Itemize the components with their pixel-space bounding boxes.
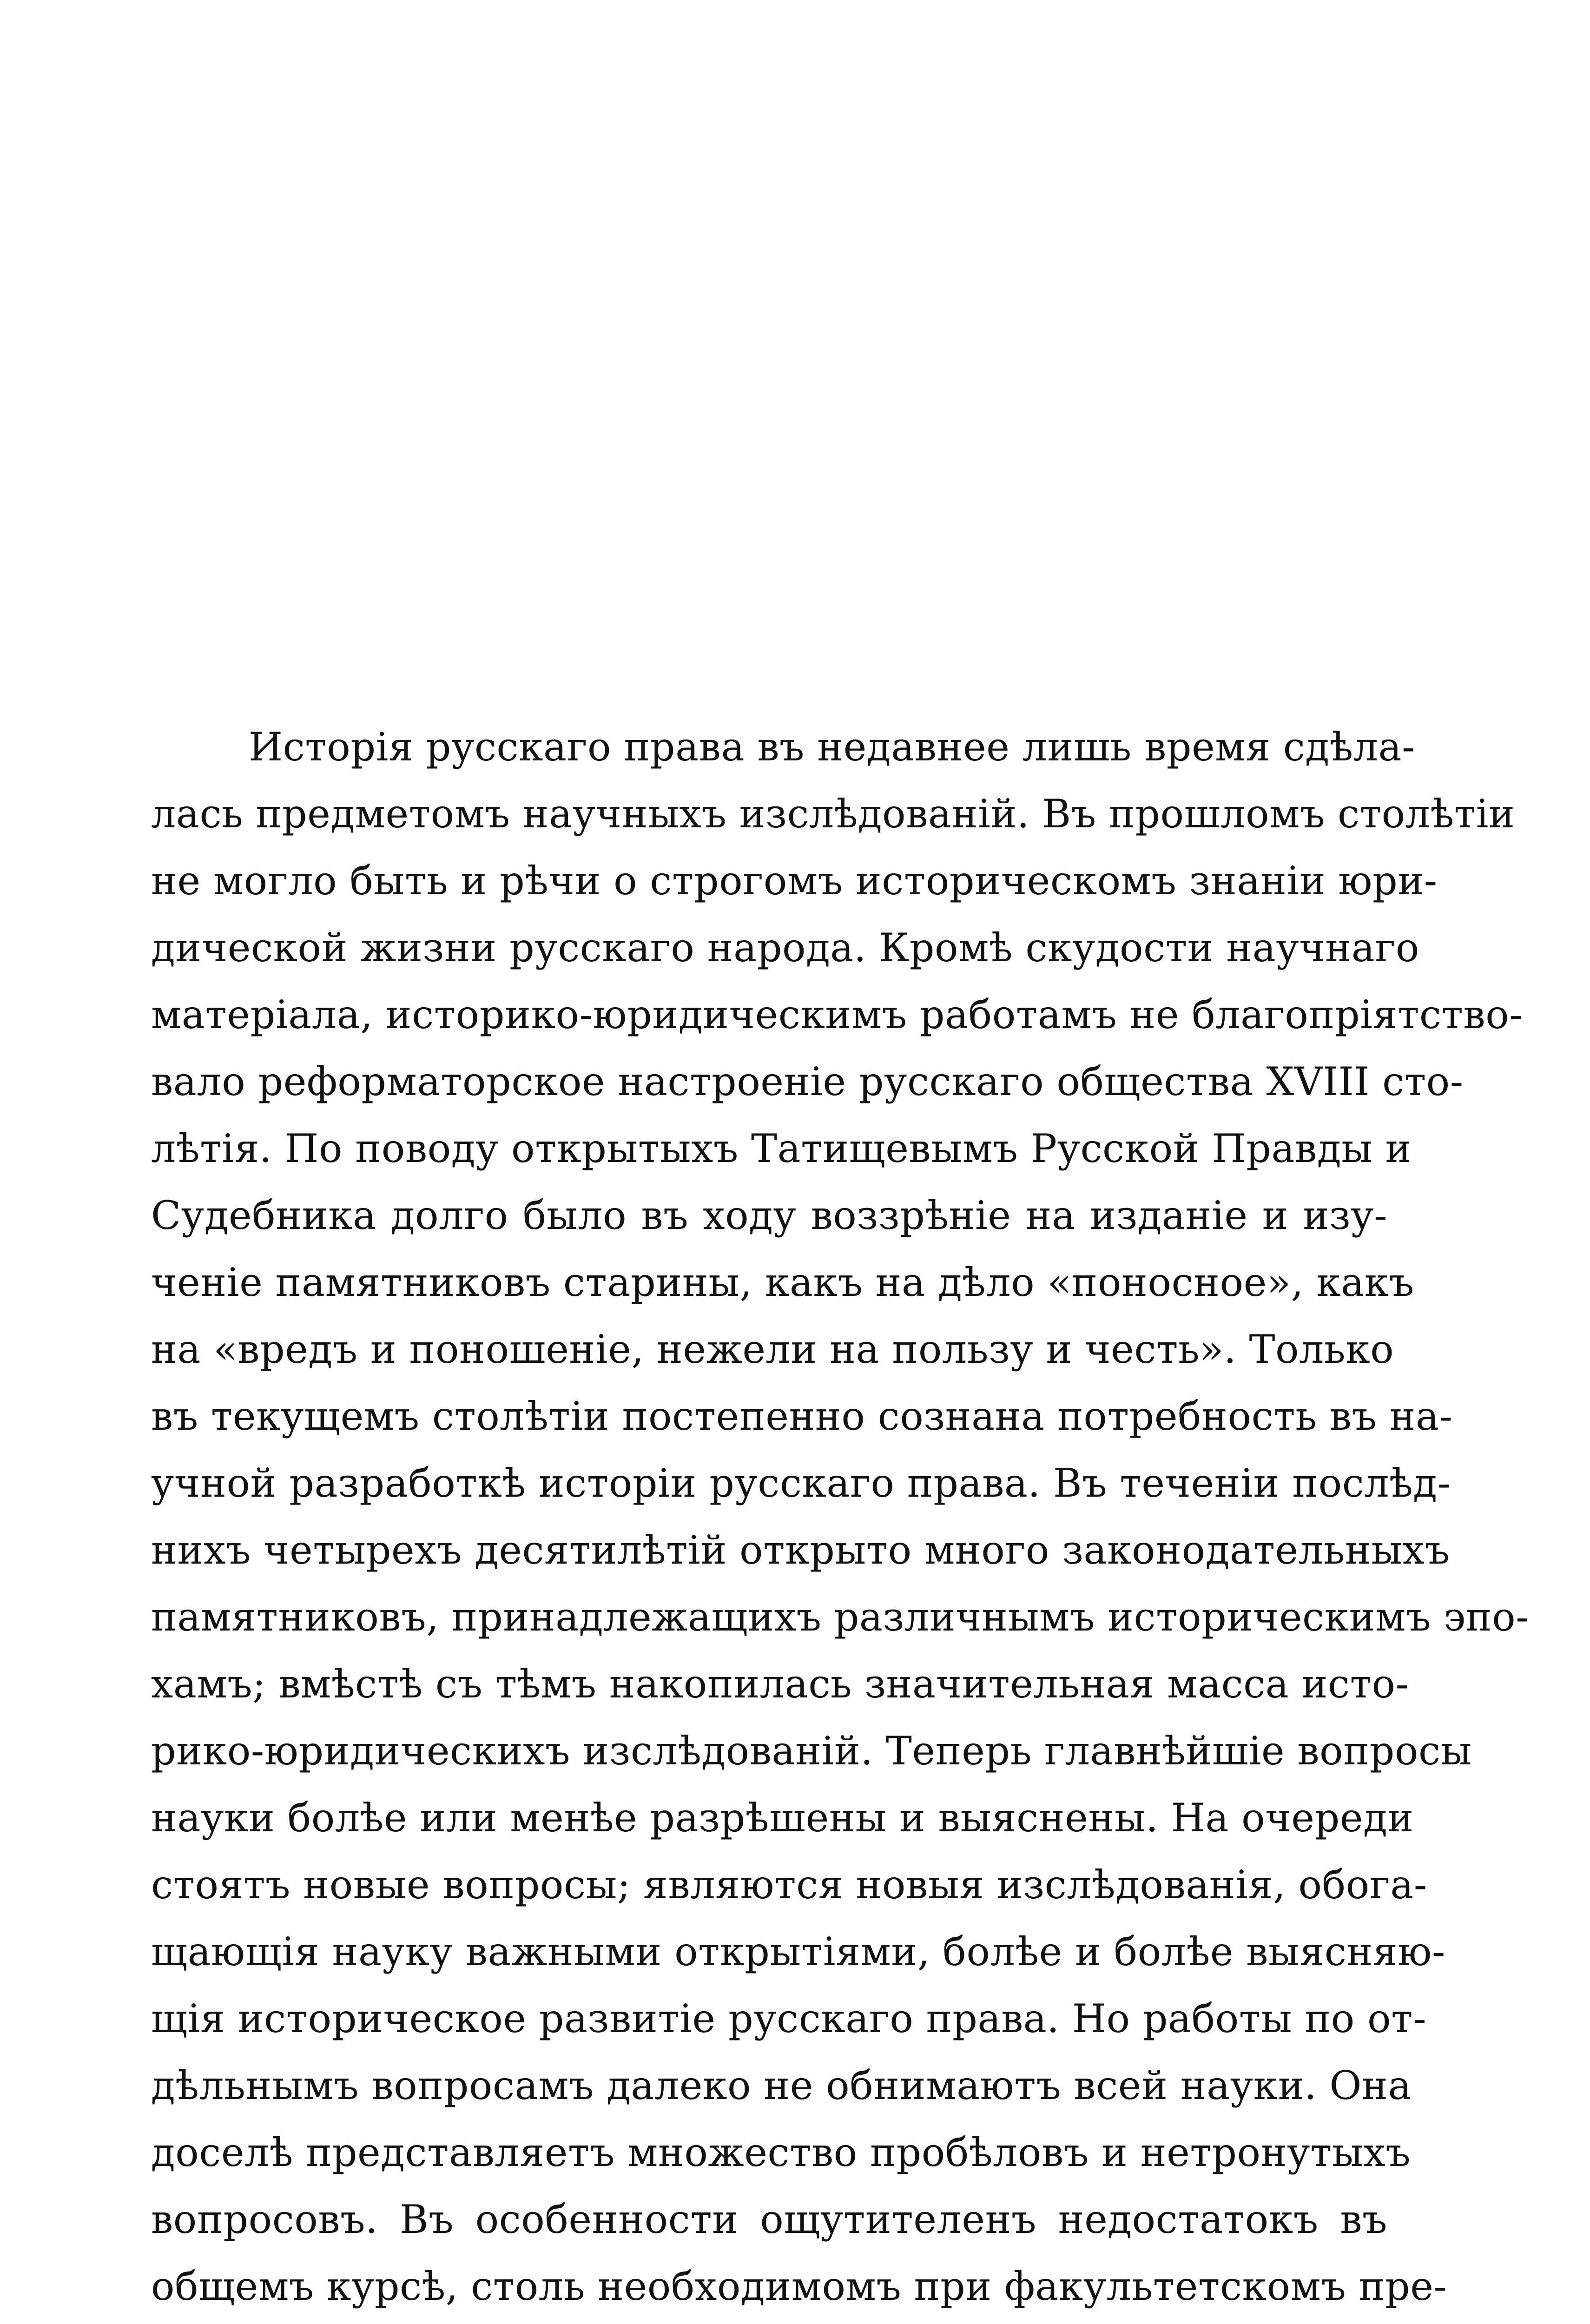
text-line: памятниковъ, принадлежащихъ различнымъ историческимъ эпо- <box>151 1594 1530 1640</box>
body-paragraph <box>151 713 1530 2324</box>
text-line: Исторія русскаго права въ недавнее лишь время сдѣла- <box>249 724 1415 770</box>
text-line: матеріала, историко-юридическимъ работамъ не благопріятство- <box>151 992 1523 1037</box>
text-line: въ текущемъ столѣтіи постепенно сознана потребность въ на- <box>151 1393 1453 1439</box>
text-line: на «вредъ и поношеніе, нежели на пользу и честь». Только <box>151 1327 1394 1372</box>
text-line: науки болѣе или менѣе разрѣшены и выяснены. На очереди <box>151 1795 1414 1841</box>
text-line: вало реформаторское настроеніе русскаго общества XVIII сто- <box>151 1059 1464 1104</box>
text-line: лась предметомъ научныхъ изслѣдованій. Въ прошломъ столѣтіи <box>151 791 1515 837</box>
text-line <box>151 2320 1387 2324</box>
text-line: дической жизни русскаго народа. Кромѣ скудости научнаго <box>151 925 1419 971</box>
text-line: дѣльнымъ вопросамъ далеко не обнимаютъ всей науки. Она <box>151 2063 1412 2108</box>
text-line: нихъ четырехъ десятилѣтій открыто много законодательныхъ <box>151 1527 1450 1573</box>
text-line: рико-юридическихъ изслѣдованій. Теперь главнѣйшіе вопросы <box>151 1728 1472 1774</box>
text-line: щія историческое развитіе русскаго права. Но работы по от- <box>151 1996 1426 2041</box>
text-line: лѣтія. По поводу открытыхъ Татищевымъ Русской Правды и <box>151 1126 1412 1171</box>
text-line: щающія науку важными открытіями, болѣе и болѣе выясняю- <box>151 1929 1445 1974</box>
text-line: учной разработкѣ исторіи русскаго права. Въ теченіи послѣд- <box>151 1460 1451 1506</box>
text-line: стоятъ новые вопросы; являются новыя изслѣдованія, обога- <box>151 1862 1427 1908</box>
text-line: вопросовъ. Въ особенности ощутителенъ недостатокъ въ <box>151 2197 1387 2242</box>
text-line: не могло быть и рѣчи о строгомъ историческомъ знаніи юри- <box>151 858 1438 904</box>
text-line: хамъ; вмѣстѣ съ тѣмъ накопилась значительная масса исто- <box>151 1661 1409 1707</box>
text-line: ченіе памятниковъ старины, какъ на дѣло «поносное», какъ <box>151 1260 1414 1305</box>
text-line: общемъ курсѣ, столь необходимомъ при факультетскомъ пре- <box>151 2264 1447 2309</box>
text-line: Судебника долго было въ ходу воззрѣніе на изданіе и изу- <box>151 1193 1387 1238</box>
text-line: доселѣ представляетъ множество пробѣловъ и нетронутыхъ <box>151 2130 1411 2175</box>
